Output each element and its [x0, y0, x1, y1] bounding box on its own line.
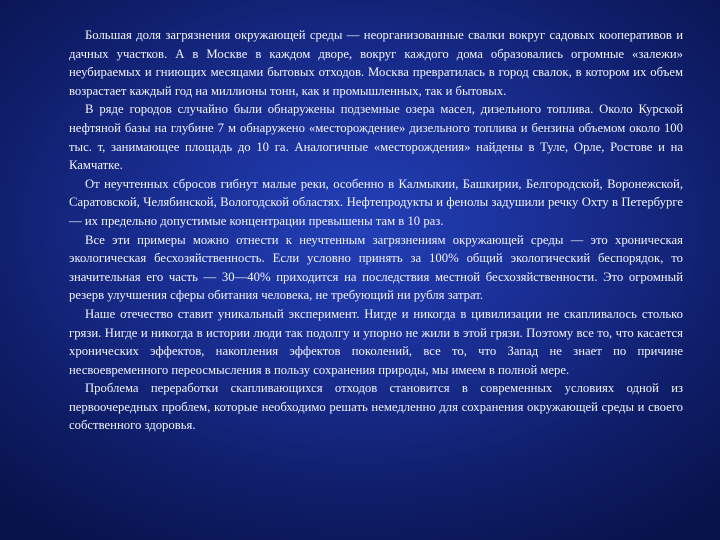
paragraph-unique-experiment: Наше отечество ставит уникальный эксперимент. Нигде и никогда в цивилизации не скапливалось столько грязи. Нигде и никогда в истории люди так подолгу и упорно не жили в этой грязи. Поэтому все то, что касается хронических эффектов, накопления эффектов поколений, все то, что Запад не знает по причине несвоевременного переосмысления в пользу сохранения природы, мы имеем в полной мере.: [69, 306, 683, 377]
paragraph-small-rivers: От неучтенных сбросов гибнут малые реки, особенно в Калмыкии, Башкирии, Белгородской, Воронежской, Саратовской, Челябинской, Вологодской областях. Нефтепродукты и фенолы задушили речку Охту в Петербурге — их предельно допустимые концентрации превышены там в 10 раз.: [69, 176, 683, 228]
paragraph-landfills: Большая доля загрязнения окружающей среды — неорганизованные свалки вокруг садовых кооперативов и дачных участков. А в Москве в каждом дворе, вокруг каждого дома образовались огромные «залежи» неубираемых и гниющих месяцами бытовых отходов. Москва превратилась в город свалок, в котором их объем возрастает каждый год на миллионы тонн, как и промышленных, так и бытовых.: [69, 28, 683, 98]
paragraph-chronic-mismanagement: Все эти примеры можно отнести к неучтенным загрязнениям окружающей среды — это хроническая экологическая бесхозяйственность. Если условно принять за 100% общий экологический беспорядок, то значительная его часть — 30—40% приходится на последствия местной бесхозяйственности. Это огромный резерв улучшения сферы обитания человека, не требующий ни рубля затрат.: [69, 232, 683, 303]
paragraph-waste-processing: Проблема переработки скапливающихся отходов становится в современных условиях одной из первоочередных проблем, которые необходимо решать немедленно для сохранения окружающей среды и своего собственного здоровья.: [69, 381, 683, 433]
paragraph-underground-oil-lakes: В ряде городов случайно были обнаружены подземные озера масел, дизельного топлива. Около Курской нефтяной базы на глубине 7 м обнаружено «месторождение» дизельного топлива и бензина объемом около 100 тыс. т, занимающее площадь до 10 га. Аналогичные «месторождения» найдены в Туле, Орле, Ростове и на Камчатке.: [69, 102, 683, 173]
slide-body-text: [69, 26, 683, 435]
